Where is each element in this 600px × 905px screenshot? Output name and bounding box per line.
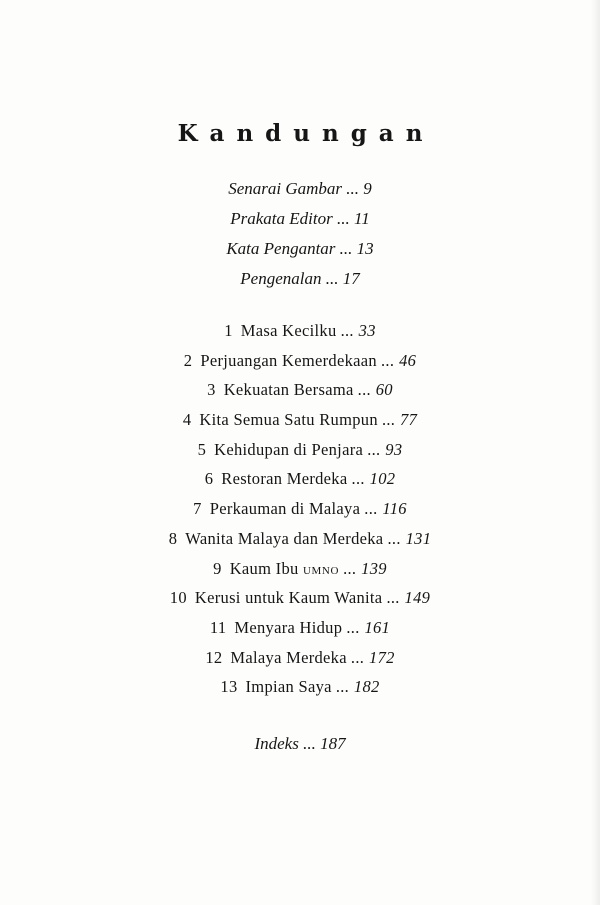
toc-entry-chapter [0, 435, 600, 465]
entry-page: 13 [356, 239, 374, 258]
toc-entry-front [0, 264, 600, 294]
chapter-number: 11 [209, 617, 227, 637]
entry-separator: ... [325, 269, 339, 288]
chapter-number: 8 [168, 528, 178, 548]
toc-entry-chapter [0, 464, 600, 494]
chapter-title: Kerusi untuk Kaum Wanita [194, 588, 383, 608]
toc-entry-front [0, 234, 600, 264]
entry-title: Indeks [254, 734, 299, 753]
toc-entry-chapter [0, 524, 600, 554]
chapter-page: 46 [399, 350, 417, 370]
toc-entry-front [0, 204, 600, 234]
toc-entry-front [0, 174, 600, 204]
entry-separator: ... [364, 499, 378, 519]
chapter-number: 9 [213, 558, 222, 578]
chapter-page: 60 [375, 380, 393, 400]
chapter-title: Perkauman di Malaya [209, 499, 361, 519]
entry-title: Senarai Gambar [228, 179, 343, 198]
chapter-number: 6 [204, 469, 214, 489]
entry-separator: ... [351, 647, 365, 667]
entry-page: 9 [363, 179, 372, 198]
entry-separator: ... [303, 734, 316, 753]
toc-entry-chapter [0, 346, 600, 376]
toc-entry-chapter [0, 583, 600, 613]
chapter-page: 77 [400, 410, 418, 430]
chapter-number: 2 [183, 350, 193, 370]
entry-separator: ... [387, 528, 402, 548]
entry-page: 17 [342, 269, 360, 288]
chapter-title: Kaum Ibu [229, 558, 299, 578]
chapter-number: 5 [197, 439, 207, 459]
back-matter-list [0, 729, 600, 759]
entry-page: 187 [320, 734, 346, 753]
chapter-title: Masa Kecilku [240, 321, 337, 340]
chapter-number: 7 [193, 499, 202, 519]
chapter-page: 182 [353, 677, 380, 697]
entry-separator: ... [336, 677, 350, 697]
entry-separator: ... [351, 469, 366, 489]
chapter-title: Menyara Hidup [234, 617, 343, 637]
chapter-page: 33 [358, 321, 376, 340]
chapter-title: Impian Saya [245, 677, 332, 697]
chapter-page: 172 [369, 647, 395, 667]
toc-entry-chapter [0, 672, 600, 702]
entry-separator: ... [340, 321, 355, 340]
chapter-number: 1 [224, 321, 233, 340]
entry-separator: ... [381, 350, 395, 370]
chapter-title: Perjuangan Kemerdekaan [200, 350, 377, 370]
chapter-page: 139 [361, 558, 387, 578]
chapter-page: 116 [382, 499, 407, 519]
toc-entry-chapter [0, 613, 600, 643]
entry-title: Pengenalan [240, 269, 322, 288]
chapter-page: 149 [404, 588, 431, 608]
chapter-title-smallcaps: UMNO [303, 564, 340, 577]
toc-entry-chapter [0, 375, 600, 405]
toc-entry-chapter [0, 554, 600, 584]
chapter-title: Wanita Malaya dan Merdeka [185, 528, 384, 548]
front-matter-list [0, 174, 600, 294]
chapter-page: 131 [405, 528, 432, 548]
chapter-number: 3 [207, 380, 216, 400]
chapter-title: Kekuatan Bersama [223, 380, 354, 400]
chapter-number: 10 [169, 588, 187, 608]
toc-entry-chapter [0, 494, 600, 524]
entry-separator: ... [386, 588, 401, 608]
toc-entry-chapter [0, 316, 600, 346]
chapter-title: Restoran Merdeka [221, 469, 348, 489]
toc-entry-index [0, 729, 600, 759]
toc-entry-chapter [0, 643, 600, 673]
chapter-title: Kehidupan di Penjara [214, 439, 364, 459]
chapter-number: 12 [205, 647, 223, 667]
entry-separator: ... [343, 558, 357, 578]
entry-title: Kata Pengantar [226, 239, 336, 258]
chapter-page: 102 [369, 469, 396, 489]
chapter-page: 93 [385, 439, 403, 459]
entry-separator: ... [336, 209, 350, 228]
chapter-title: Kita Semua Satu Rumpun [199, 410, 378, 430]
entry-title: Prakata Editor [230, 209, 333, 228]
chapter-page: 161 [364, 617, 391, 637]
entry-separator: ... [358, 380, 372, 400]
entry-separator: ... [382, 410, 396, 430]
chapter-number: 13 [220, 677, 238, 697]
entry-separator: ... [346, 179, 360, 198]
chapter-title: Malaya Merdeka [230, 647, 347, 667]
chapter-number: 4 [182, 410, 192, 430]
toc-entry-chapter [0, 405, 600, 435]
entry-page: 11 [353, 209, 370, 228]
entry-separator: ... [339, 239, 353, 258]
chapter-list [0, 316, 600, 702]
page-title: Kandungan [177, 120, 435, 147]
entry-separator: ... [346, 617, 361, 637]
entry-separator: ... [367, 439, 381, 459]
